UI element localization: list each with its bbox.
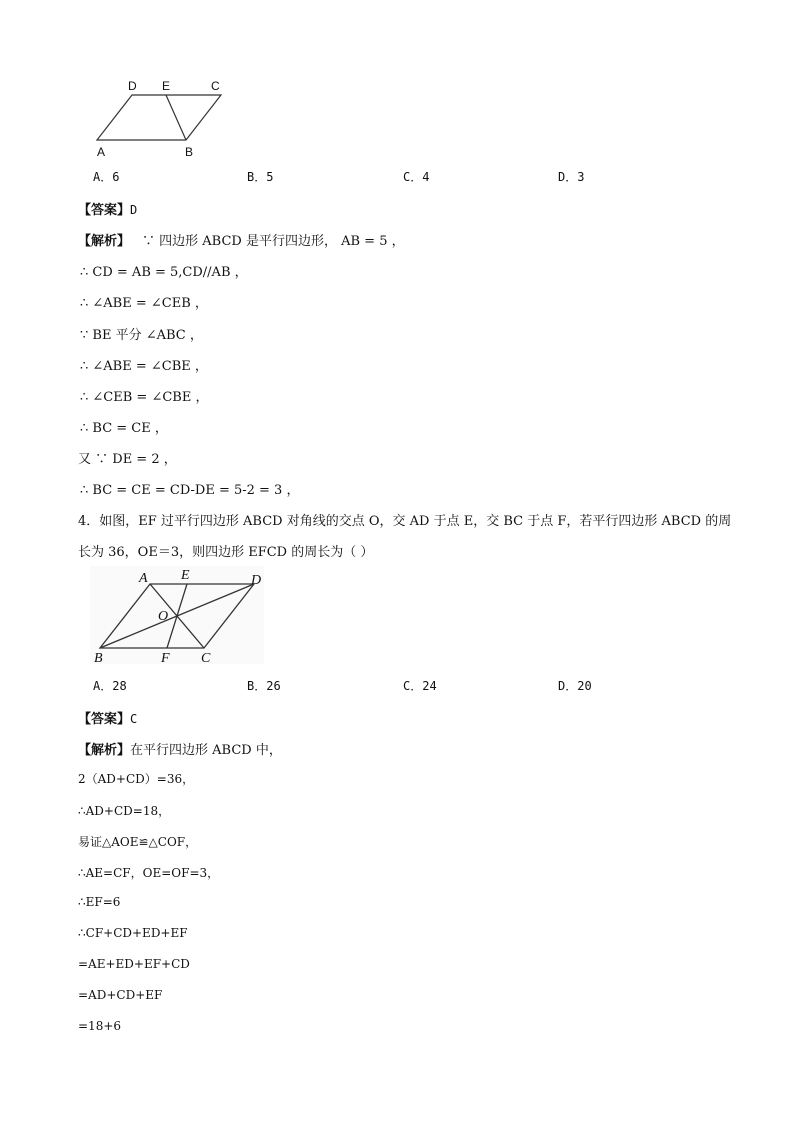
q3-option-a: A．6 — [93, 170, 120, 184]
q4-analysis-line: ∴EF=6 — [78, 895, 121, 909]
q4-analysis-line: =AE+ED+EF+CD — [78, 957, 190, 971]
q3-label-d: D — [128, 79, 137, 93]
q4-option-a: A．28 — [93, 679, 127, 693]
q3-option-d: D．3 — [558, 170, 585, 184]
q3-option-b: B．5 — [247, 170, 274, 184]
q3-answer-value: D — [130, 203, 138, 217]
q4-label-f: F — [161, 651, 170, 664]
q4-analysis-line: ∴CF+CD+ED+EF — [78, 926, 188, 940]
q4-label-c: C — [201, 651, 211, 664]
q3-analysis-line: ∴ ∠ABE = ∠CEB ， — [80, 296, 208, 311]
q4-stem-line-1: 4．如图，EF 过平行四边形 ABCD 对角线的交点 O，交 AD 于点 E，交 BC 于点 F，若平行四边形 ABCD 的周 — [78, 514, 732, 529]
q3-analysis-line: ∴ ∠CEB = ∠CBE ， — [80, 390, 209, 405]
q4-analysis-line: 2（AD+CD）=36， — [78, 772, 195, 786]
q3-label-a: A — [97, 145, 106, 159]
q3-answer-label: 【答案】 — [78, 203, 131, 218]
q4-analysis-label: 【解析】 — [78, 743, 131, 758]
q4-analysis-line: 易证△AOE≌△COF， — [78, 835, 198, 849]
q4-label-o: O — [158, 609, 169, 624]
q4-parallelogram-figure — [90, 566, 264, 664]
q4-option-b: B．26 — [247, 679, 281, 693]
q3-analysis-line: ∵ 四边形 ABCD 是平行四边形， AB = 5 ， — [142, 234, 405, 249]
q3-analysis-line: 又 ∵ DE = 2 ， — [78, 452, 177, 467]
q3-analysis-label: 【解析】 — [78, 234, 131, 249]
q3-analysis-line: ∴ CD = AB = 5,CD//AB ， — [80, 265, 248, 280]
q3-analysis-line: ∵ BE 平分 ∠ABC ， — [80, 328, 203, 343]
q4-analysis-line: =AD+CD+EF — [78, 988, 163, 1002]
q3-analysis-first-line — [78, 230, 405, 249]
q4-label-b: B — [94, 651, 103, 664]
q3-label-b: B — [185, 145, 194, 159]
q4-label-e: E — [181, 568, 190, 583]
q3-analysis-line: ∴ BC = CE ， — [80, 421, 168, 436]
q3-parallelogram-figure — [88, 76, 234, 160]
q3-analysis-line: ∴ BC = CE = CD-DE = 5-2 = 3 ， — [80, 483, 300, 498]
q4-label-a: A — [139, 571, 148, 586]
q3-answer — [78, 199, 137, 218]
q3-analysis-line: ∴ ∠ABE = ∠CBE ， — [80, 359, 208, 374]
q4-option-c: C．24 — [403, 679, 437, 693]
q3-label-e: E — [162, 79, 171, 93]
q4-analysis-line: ∴AD+CD=18， — [78, 804, 171, 818]
q4-answer-label: 【答案】 — [78, 712, 131, 727]
q4-label-d: D — [251, 573, 262, 588]
q3-label-c: C — [211, 79, 220, 93]
q4-option-d: D．20 — [558, 679, 592, 693]
q4-stem-line-2: 长为 36，OE＝3，则四边形 EFCD 的周长为（ ） — [78, 545, 374, 560]
q4-answer-value: C — [130, 712, 138, 726]
q4-answer — [78, 708, 137, 727]
q3-segment-be — [166, 95, 186, 140]
q3-option-c: C．4 — [403, 170, 430, 184]
q4-analysis-line: =18+6 — [78, 1019, 122, 1033]
q4-analysis-intro: 在平行四边形 ABCD 中， — [130, 743, 282, 758]
q4-analysis-first-line — [78, 739, 282, 758]
q3-parallelogram — [97, 95, 221, 140]
q4-analysis-line: ∴AE=CF，OE=OF=3， — [78, 866, 220, 880]
